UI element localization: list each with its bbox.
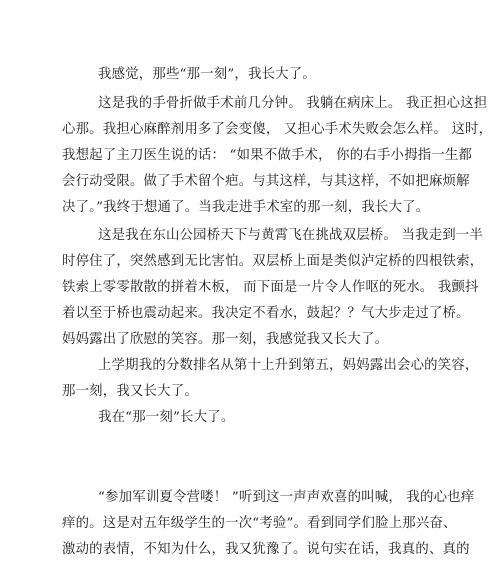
- text-line: 上学期我的分数排名从第十上升到第五，妈妈露出会心的笑容，: [98, 358, 479, 373]
- text-line: 铁索上零零散散的拼着木板， 而下面是一片令人作呕的死水。 我颤抖: [62, 280, 479, 295]
- text-line: 会行动受限。做了手术留个疤。与其这样，与其这样，不如把麻烦解: [62, 174, 470, 189]
- text-line: 时停住了，突然感到无比害怕。双层桥上面是类似泸定桥的四根铁索，: [62, 254, 484, 269]
- text-line: 我想起了主刀医生说的话： “如果不做手术， 你的右手小拇指一生都: [62, 148, 473, 163]
- text-line: 心那。我担心麻醉剂用多了会变傻， 又担心手术失败会怎么样。 这时，: [62, 122, 493, 137]
- text-line: 激动的表情，不知为什么，我又犹豫了。说句实在话，我真的、真的: [62, 542, 470, 557]
- text-line: 那一刻，我又长大了。: [62, 384, 198, 399]
- text-line: 这是我的手骨折做手术前几分钟。 我躺在病床上。 我正担心这担: [98, 96, 488, 111]
- text-line: “参加军训夏令营喽！ ”听到这一声声欢喜的叫喊， 我的心也痒: [98, 490, 475, 505]
- text-line: 痒的。这是对五年级学生的一次“考验”。看到同学们脸上那兴奋、: [62, 516, 457, 531]
- text-line: 我感觉，那些“那一刻”，我长大了。: [98, 67, 316, 82]
- text-line: 我在“那一刻”长大了。: [98, 410, 235, 425]
- text-line: 这是我在东山公园桥天下与黄霄飞在挑战双层桥。 当我走到一半: [98, 228, 483, 243]
- text-line: 决了。”我终于想通了。当我走进手术室的那一刻，我长大了。: [62, 200, 430, 215]
- text-line: 妈妈露出了欣慰的笑容。那一刻，我感觉我又长大了。: [62, 332, 389, 347]
- text-line: 着以至于桥也震动起来。我决定不看水，鼓起？？气大步走过了桥。: [62, 306, 470, 321]
